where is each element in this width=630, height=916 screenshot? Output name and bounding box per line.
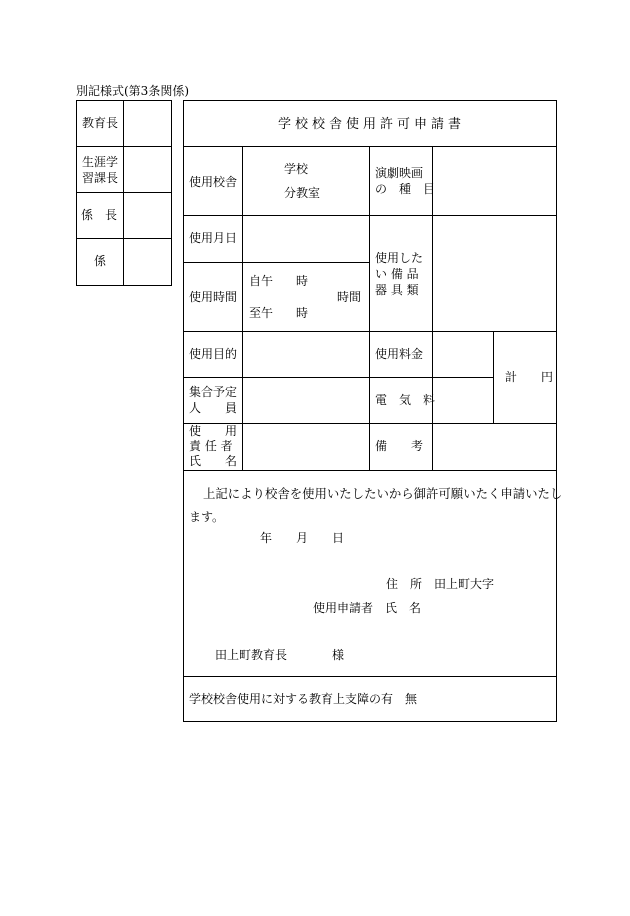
approval-section-head: 係 長 [81, 208, 118, 222]
form-title: 学校校舎使用許可申請書 [278, 117, 466, 132]
performance-type-label: 演劇映画 の 種 目 [375, 166, 436, 196]
building-school: 学校 [284, 162, 309, 176]
statement-date: 年 月 日 [260, 531, 345, 545]
applicant-name: 使用申請者 氏 名 [313, 601, 422, 615]
equipment-cell[interactable] [433, 216, 556, 331]
use-date-label: 使用月日 [189, 231, 238, 245]
remarks-cell[interactable] [433, 424, 556, 470]
form-label: 別記様式(第3条関係) [76, 84, 189, 98]
addressee-honorific: 様 [332, 648, 345, 662]
use-date-cell[interactable] [243, 216, 369, 262]
time-from-prefix: 自午 [249, 274, 274, 288]
approval-superintendent: 教育長 [82, 116, 119, 130]
fee-label: 使用料金 [375, 347, 424, 361]
time-hours-unit: 時間 [337, 290, 362, 304]
fee-cell[interactable] [433, 332, 493, 377]
time-from-unit: 時 [296, 274, 309, 288]
purpose-cell[interactable] [243, 332, 369, 377]
performance-type-cell[interactable] [433, 147, 556, 215]
electricity-cell[interactable] [433, 378, 493, 423]
time-to-prefix: 至午 [249, 306, 274, 320]
total-label: 計 円 [505, 370, 554, 384]
attendance-label: 集合予定 人 員 [189, 385, 238, 415]
building-branch: 分教室 [284, 186, 321, 200]
manager-label: 使 用 責 任 者 氏 名 [189, 424, 238, 468]
remarks-label: 備 考 [375, 439, 424, 453]
manager-cell[interactable] [243, 424, 369, 470]
purpose-label: 使用目的 [189, 347, 238, 361]
time-to-unit: 時 [296, 306, 309, 320]
equipment-label: 使用した い 備 品 器 具 類 [375, 251, 424, 297]
applicant-address: 住 所 田上町大字 [386, 577, 495, 591]
educational-impact-label: 学校校舎使用に対する教育上支障の有 無 [189, 692, 418, 706]
approval-staff: 係 [94, 254, 107, 268]
attendance-cell[interactable] [243, 378, 369, 423]
electricity-label: 電 気 料 [375, 393, 436, 407]
approval-lifelong-section-chief: 生涯学 習課長 [82, 155, 119, 185]
approval-stamp-cell[interactable] [124, 101, 171, 146]
use-building-label: 使用校舎 [189, 175, 238, 189]
statement-line-2: ます。 [189, 510, 225, 524]
addressee: 田上町教育長 [215, 648, 288, 662]
use-time-label: 使用時間 [189, 290, 238, 304]
statement-line-1: 上記により校舎を使用いたしたいから御許可願いたく申請いたし [203, 486, 563, 501]
